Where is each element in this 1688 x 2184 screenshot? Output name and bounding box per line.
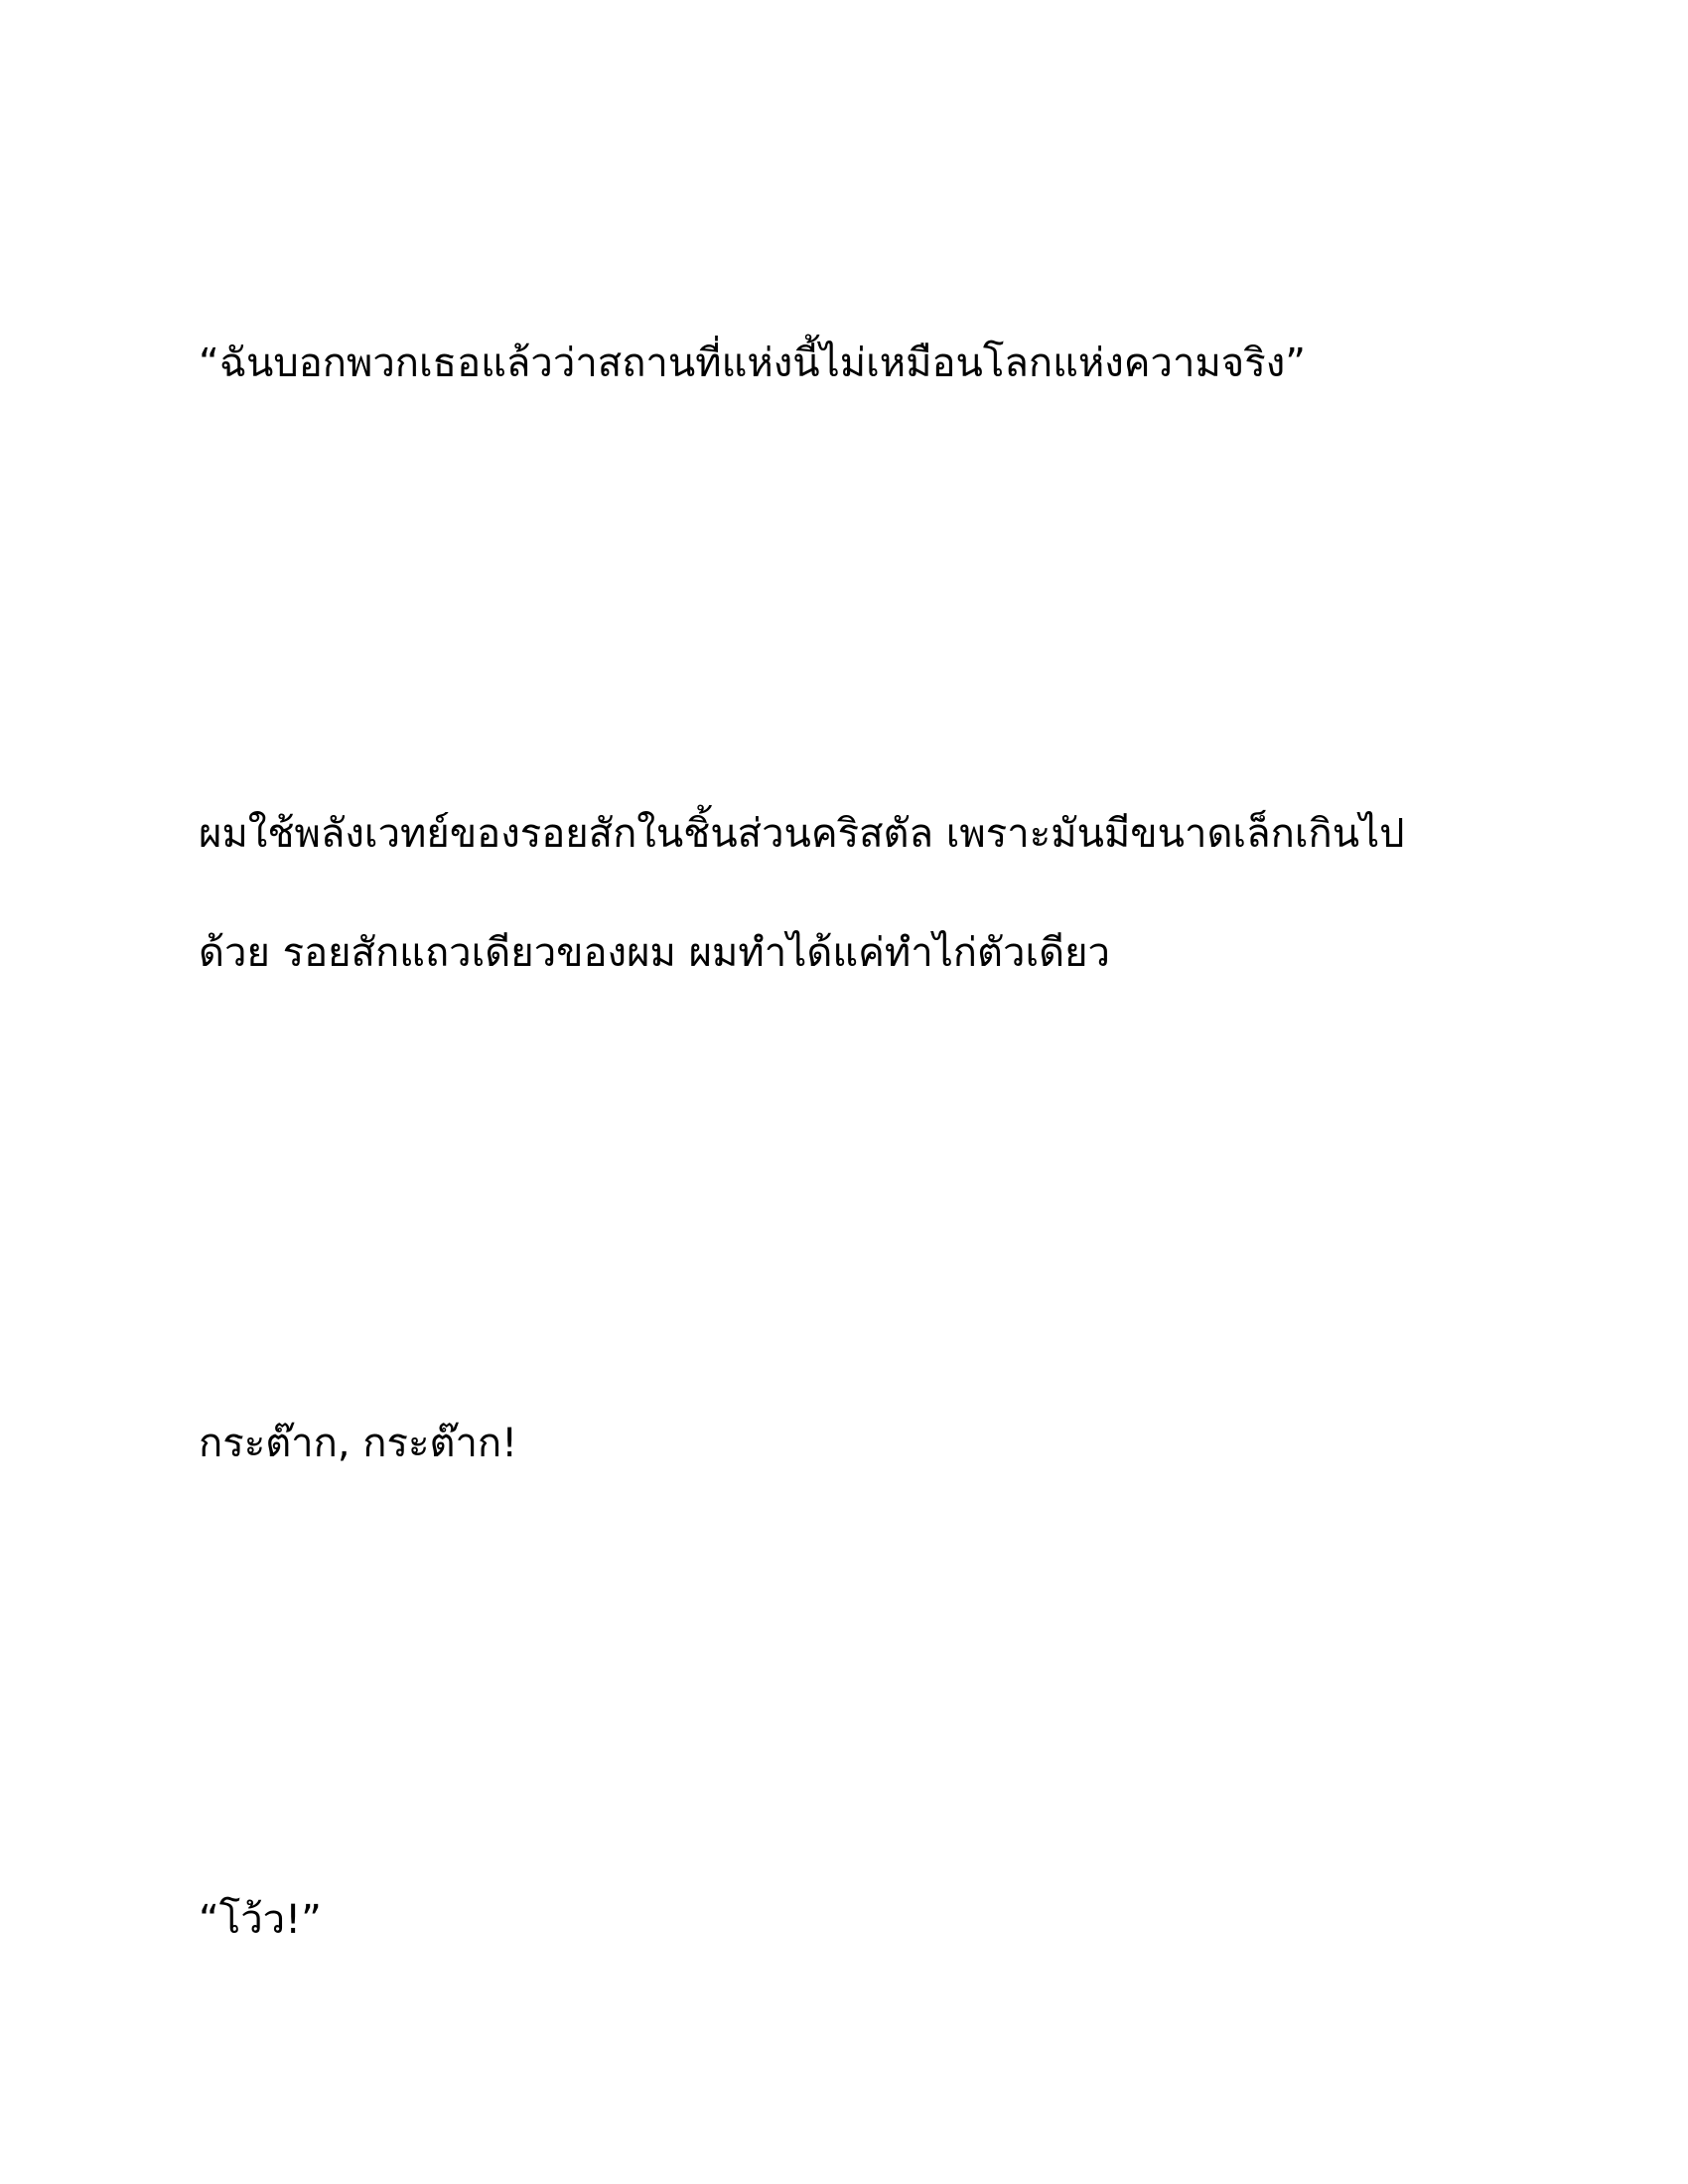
text-line: ผมใช้พลังเวทย์ของรอยสักในชิ้นส่วนคริสตัล เพราะมันมีขนาดเล็กเกินไป [199, 811, 1405, 857]
paragraph-dialogue-1 [199, 304, 1489, 423]
paragraph-sound-effect [199, 1384, 1489, 1503]
text-line: “ฉันบอกพวกเธอแล้วว่าสถานที่แห่งนี้ไม่เหมือนโลกแห่งความจริง” [199, 341, 1306, 386]
text-line: “โว้ว!” [199, 1897, 322, 1943]
paragraph-narration [199, 774, 1489, 1013]
paragraph-dialogue-2 [199, 1860, 1489, 1979]
text-line: กระต๊าก, กระต๊าก! [199, 1421, 518, 1466]
text-line: ด้วย รอยสักแถวเดียวของผม ผมทำได้แค่ทำไก่ตัวเดียว [199, 930, 1111, 976]
